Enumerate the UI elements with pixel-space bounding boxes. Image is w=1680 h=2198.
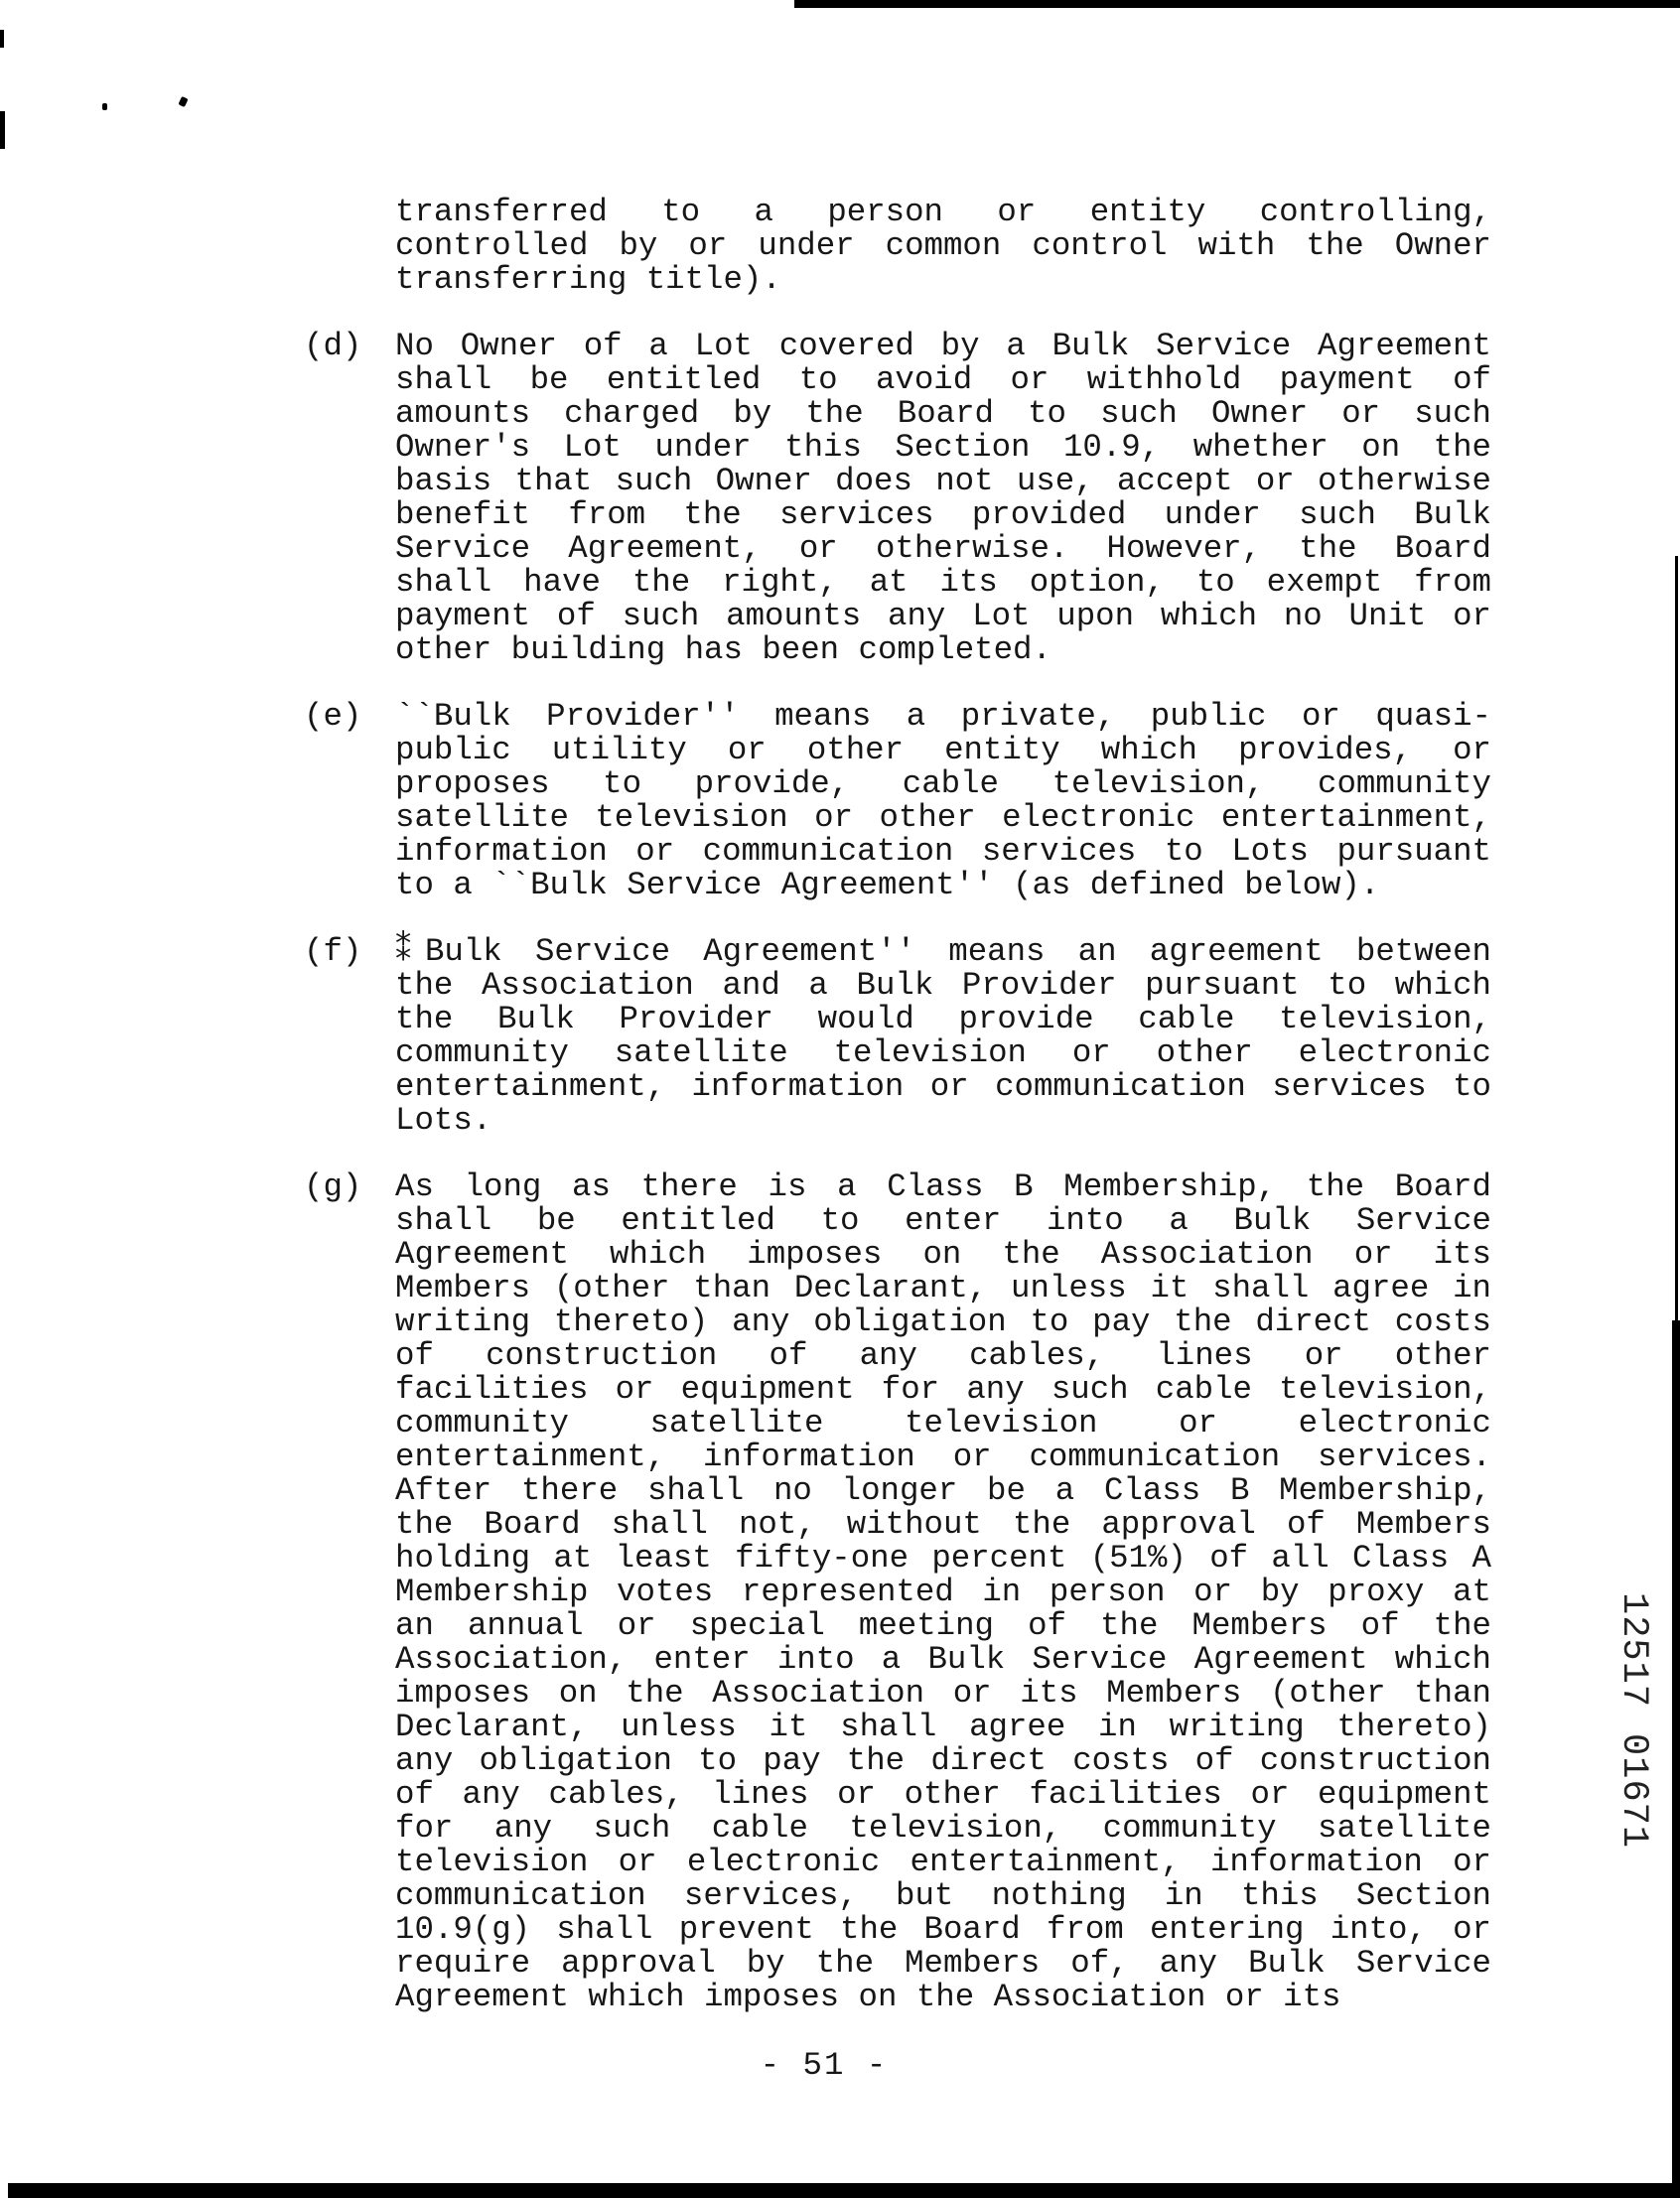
recorder-stamp-number bbox=[1612, 1592, 1654, 1849]
text-line: facilities or equipment for any such cable television, bbox=[395, 1371, 1491, 1408]
text-line: of construction of any cables, lines or other bbox=[395, 1337, 1491, 1374]
text-line: Service Agreement, or otherwise. However, the Board bbox=[395, 530, 1491, 567]
paragraph-text bbox=[395, 1170, 1491, 2014]
text-line: No Owner of a Lot covered by a Bulk Service Agreement bbox=[395, 328, 1491, 364]
text-line: payment of such amounts any Lot upon which no Unit or bbox=[395, 598, 1491, 634]
text-line: As long as there is a Class B Membership, the Board bbox=[395, 1168, 1491, 1205]
text-line: 10.9(g) shall prevent the Board from entering into, or bbox=[395, 1911, 1491, 1948]
text-line: Declarant, unless it shall agree in writing thereto) bbox=[395, 1709, 1491, 1745]
paragraph-g bbox=[304, 1170, 1491, 2014]
stamp-number-group-1: 12517 bbox=[1612, 1592, 1654, 1709]
text-line: Agreement which imposes on the Association or its bbox=[395, 1236, 1491, 1273]
text-line: shall be entitled to avoid or withhold payment of bbox=[395, 361, 1491, 398]
page-number: - 51 - bbox=[760, 2047, 889, 2084]
text-line: the Board shall not, without the approval of Members bbox=[395, 1506, 1491, 1543]
paragraph-text bbox=[395, 935, 1491, 1138]
text-line: Membership votes represented in person or by proxy at bbox=[395, 1574, 1491, 1610]
document-text-block bbox=[304, 196, 1491, 2047]
text-line: communication services, but nothing in this Section bbox=[395, 1877, 1491, 1914]
paragraph-d bbox=[304, 330, 1491, 667]
text-line: transferred to a person or entity controlling, bbox=[395, 194, 1491, 230]
text-line: basis that such Owner does not use, accept or otherwise bbox=[395, 463, 1491, 499]
scan-artifact-right-edge-bar bbox=[1672, 1320, 1680, 2198]
stamp-number-group-2: 01671 bbox=[1612, 1733, 1654, 1850]
text-line: community satellite television or electronic bbox=[395, 1405, 1491, 1442]
scan-artifact-left-edge-tick bbox=[0, 30, 4, 48]
text-line: amounts charged by the Board to such Owner or such bbox=[395, 395, 1491, 432]
scan-artifact-left-edge-mark bbox=[0, 111, 5, 149]
text-line: Association, enter into a Bulk Service Agreement which bbox=[395, 1641, 1491, 1678]
text-line: information or communication services to Lots pursuant bbox=[395, 833, 1491, 870]
text-line: community satellite television or other electronic bbox=[395, 1034, 1491, 1071]
text-line: ⁑Bulk Service Agreement'' means an agreement between bbox=[395, 933, 1491, 970]
text-line: satellite television or other electronic entertainment, bbox=[395, 799, 1491, 836]
scan-artifact-top-bar bbox=[794, 0, 1680, 8]
paragraph-text bbox=[395, 330, 1491, 667]
paragraph-e bbox=[304, 700, 1491, 902]
text-line: holding at least fifty-one percent (51%) of all Class A bbox=[395, 1540, 1491, 1577]
text-line: Lots. bbox=[395, 1102, 492, 1139]
text-line: entertainment, information or communication services to bbox=[395, 1068, 1491, 1105]
text-line: an annual or special meeting of the Members of the bbox=[395, 1607, 1491, 1644]
paragraph-label: (d) bbox=[304, 328, 362, 364]
text-line: for any such cable television, community satellite bbox=[395, 1810, 1491, 1847]
text-line: the Bulk Provider would provide cable television, bbox=[395, 1001, 1491, 1037]
scan-artifact-right-edge-line bbox=[1675, 556, 1678, 1322]
text-line: the Association and a Bulk Provider pursuant to which bbox=[395, 967, 1491, 1004]
scan-speck bbox=[102, 103, 107, 110]
text-line: After there shall no longer be a Class B Membership, bbox=[395, 1472, 1491, 1509]
paragraph-text bbox=[395, 700, 1491, 902]
text-line: proposes to provide, cable television, community bbox=[395, 765, 1491, 802]
text-line: other building has been completed. bbox=[395, 631, 1051, 668]
text-line: shall have the right, at its option, to exempt from bbox=[395, 564, 1491, 601]
paragraph-label: (g) bbox=[304, 1168, 362, 1205]
text-line: any obligation to pay the direct costs of construction bbox=[395, 1742, 1491, 1779]
text-line: writing thereto) any obligation to pay the direct costs bbox=[395, 1304, 1491, 1340]
text-line: Owner's Lot under this Section 10.9, whether on the bbox=[395, 429, 1491, 466]
text-line: to a ``Bulk Service Agreement'' (as defined below). bbox=[395, 867, 1380, 903]
paragraph-label: (f) bbox=[304, 933, 362, 970]
text-line: television or electronic entertainment, information or bbox=[395, 1844, 1491, 1880]
paragraph-text bbox=[395, 196, 1491, 297]
text-line: Agreement which imposes on the Association or its bbox=[395, 1979, 1341, 2015]
paragraph-label: (e) bbox=[304, 698, 362, 735]
text-line: require approval by the Members of, any Bulk Service bbox=[395, 1945, 1491, 1982]
scan-artifact-bottom-bar bbox=[8, 2183, 1680, 2198]
text-line: controlled by or under common control with the Owner bbox=[395, 227, 1491, 264]
text-line: benefit from the services provided under such Bulk bbox=[395, 496, 1491, 533]
paragraph-f bbox=[304, 935, 1491, 1138]
text-line: imposes on the Association or its Members (other than bbox=[395, 1675, 1491, 1712]
text-line: transferring title). bbox=[395, 261, 781, 298]
paragraph-continuation bbox=[304, 196, 1491, 297]
text-line: of any cables, lines or other facilities or equipment bbox=[395, 1776, 1491, 1813]
text-line: ``Bulk Provider'' means a private, public or quasi- bbox=[395, 698, 1491, 735]
text-line: shall be entitled to enter into a Bulk Service bbox=[395, 1202, 1491, 1239]
text-line: entertainment, information or communication services. bbox=[395, 1439, 1491, 1475]
text-line: public utility or other entity which provides, or bbox=[395, 732, 1491, 768]
scan-speck bbox=[178, 96, 188, 107]
text-line: Members (other than Declarant, unless it shall agree in bbox=[395, 1270, 1491, 1306]
